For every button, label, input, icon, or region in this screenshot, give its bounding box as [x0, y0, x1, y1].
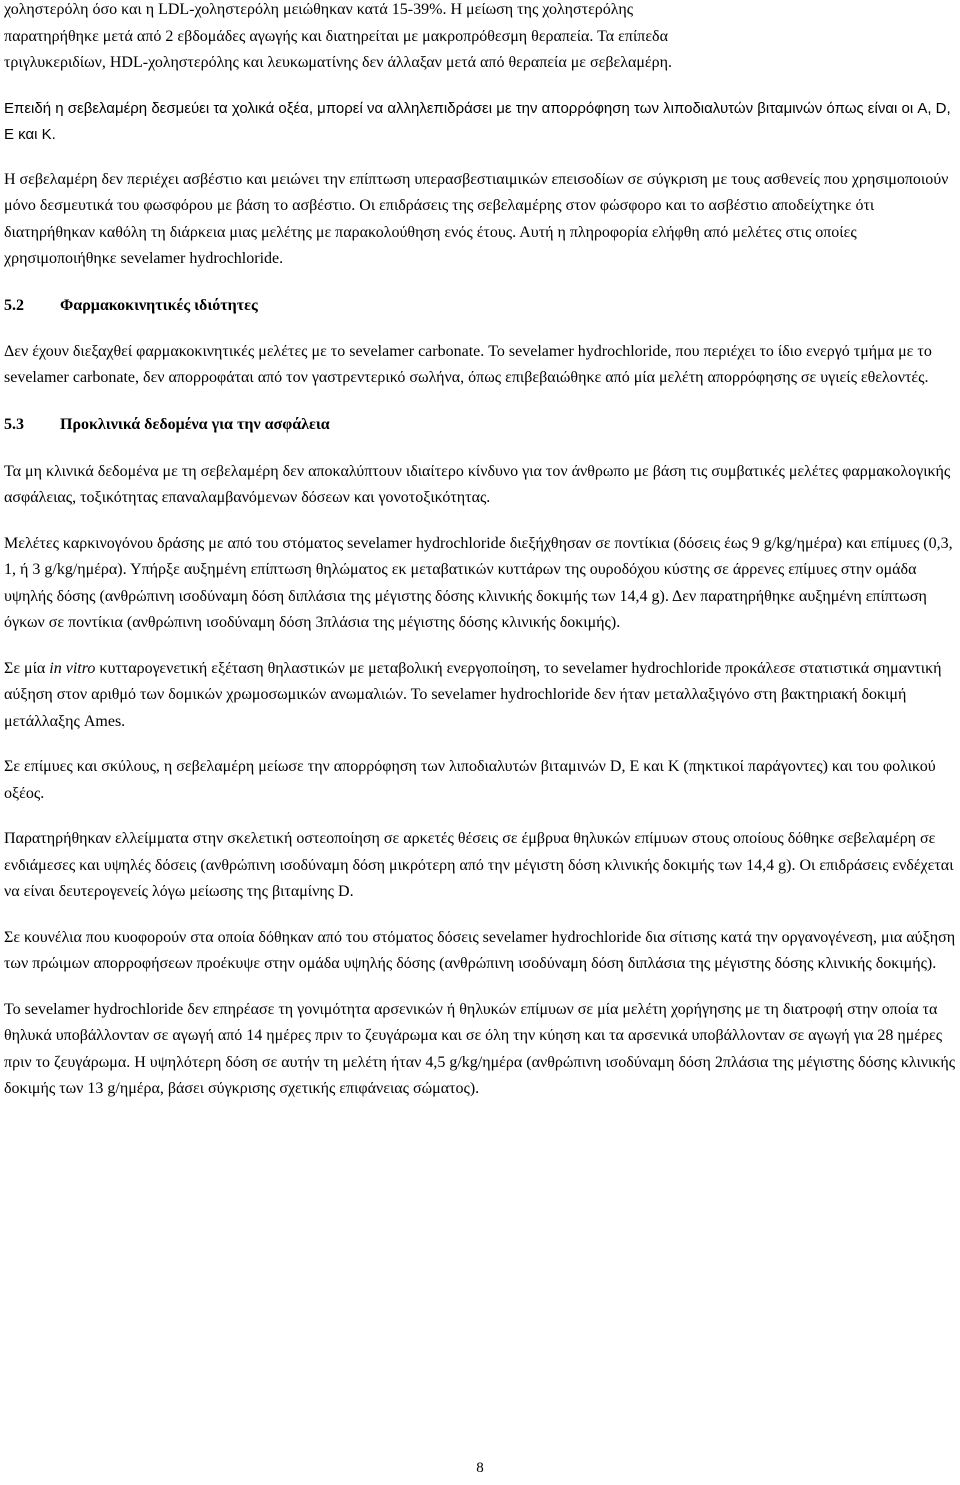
document-page — [4, 0, 956, 1103]
paragraph-line: παρατηρήθηκε μετά από 2 εβδομάδες αγωγής και διατηρείται με μακροπρόθεσμη θεραπεία. Τα επίπεδα — [4, 27, 668, 45]
section-number: 5.2 — [4, 296, 24, 314]
paragraph-continued — [4, 0, 956, 77]
section-number: 5.3 — [4, 415, 24, 433]
paragraph-carcinogenicity: Μελέτες καρκινογόνου δράσης με από του στόματος sevelamer hydrochloride διεξήχθησαν σε ποντίκια (δόσεις έως 9 g/kg/ημέρα) και επίμυες (0,3, 1, ή 3 g/kg/ημέρα). Υπήρξε αυξημένη επίπτωση θηλώματος εκ μεταβατικών κυττάρων της ουροδόχου κύστης σε άρρενες επίμυες στην ομάδα υψηλής δόσης (ανθρώπινη ισοδύναμη δόση διπλάσια της μέγιστης δόσης κλινικής δοκιμής των 14,4 g). Δεν παρατηρήθηκε αυξημένη επίπτωση όγκων σε ποντίκια (ανθρώπινη ισοδύναμη δόση 3πλάσια της μέγιστης δόσης κλινικής δοκιμής). — [4, 534, 953, 631]
paragraph-bile-acids: Επειδή η σεβελαμέρη δεσμεύει τα χολικά οξέα, μπορεί να αλληλεπιδράσει με την απορρόφηση των λιποδιαλυτών βιταμινών όπως είναι οι A, D, E και K. — [4, 99, 951, 143]
section-title: Προκλινικά δεδομένα για την ασφάλεια — [60, 415, 330, 433]
paragraph-vitamins: Σε επίμυες και σκύλους, η σεβελαμέρη μείωσε την απορρόφηση των λιποδιαλυτών βιταμινών D, E και K (πηκτικοί παράγοντες) και του φολικού οξέος. — [4, 758, 936, 802]
paragraph-line: χοληστερόλη όσο και η LDL-χοληστερόλη μειώθηκαν κατά 15-39%. Η μείωση της χοληστερόλης — [4, 1, 634, 18]
paragraph-line: τριγλυκεριδίων, HDL-χοληστερόλης και λευκωματίνης δεν άλλαξαν μετά από θεραπεία με σεβελαμέρη. — [4, 54, 672, 71]
text-run: κυτταρογενετική εξέταση θηλαστικών με μεταβολική ενεργοποίηση, το sevelamer hydrochloride προκάλεσε στατιστικά σημαντική αύξηση στον αριθμό των δομικών χρωμοσωμικών ανωμαλιών. Το sevelamer hydrochloride δεν ήταν μεταλλαξιγόνο στη βακτηριακή δοκιμή μετάλλαξης Ames. — [4, 659, 942, 730]
paragraph-calcium: Η σεβελαμέρη δεν περιέχει ασβέστιο και μειώνει την επίπτωση υπερασβεστιαιμικών επεισοδίων σε σύγκριση με τους ασθενείς που χρησιμοποιούν μόνο δεσμευτικά του φωσφόρου με βάση το ασβέστιο. Οι επιδράσεις της σεβελαμέρης στον φώσφορο και το ασβέστιο αποδείχτηκε ότι διατηρήθηκαν καθόλη τη διάρκεια μιας μελέτης με παρακολούθηση ενός έτους. Αυτή η πληροφορία ελήφθη από μελέτες στις οποίες χρησιμοποιήθηκε sevelamer hydrochloride. — [4, 170, 949, 267]
text-run: Σε μία — [4, 659, 50, 677]
paragraph-in-vitro — [4, 656, 956, 736]
paragraph-ossification: Παρατηρήθηκαν ελλείμματα στην σκελετική οστεοποίηση σε αρκετές θέσεις σε έμβρυα θηλυκών επίμυων στους οποίους δόθηκε σεβελαμέρη σε ενδιάμεσες και υψηλές δόσεις (ανθρώπινη ισοδύναμη δόση μικρότερη από την μέγιστη δόση κλινικής δοκιμής των 14,4 g). Οι επιδράσεις ενδέχεται να είναι δευτερογενείς λόγω μείωσης της βιταμίνης D. — [4, 830, 954, 900]
italic-text: in vitro — [49, 659, 96, 677]
section-title: Φαρμακοκινητικές ιδιότητες — [60, 296, 258, 314]
paragraph-rabbits: Σε κουνέλια που κυοφορούν στα οποία δόθηκαν από του στόματος δόσεις sevelamer hydrochloride δια σίτισης κατά την οργανογένεση, μια αύξηση των πρώιμων απορροφήσεων προέκυψε στην ομάδα υψηλής δόσης (ανθρώπινη ισοδύναμη δόση διπλάσια της μέγιστης δόσης κλινικής δοκιμής). — [4, 928, 956, 972]
paragraph-fertility: Το sevelamer hydrochloride δεν επηρέασε τη γονιμότητα αρσενικών ή θηλυκών επίμυων σε μία μελέτη χορήγησης με τη διατροφή στην οποία τα θηλυκά υποβάλλονταν σε αγωγή από 14 ημέρες πριν το ζευγάρωμα και σε όλη την κύηση και τα αρσενικά υποβάλλονταν σε αγωγή για 28 ημέρες πριν το ζευγάρωμα. Η υψηλότερη δόση σε αυτήν τη μελέτη ήταν 4,5 g/kg/ημέρα (ανθρώπινη ισοδύναμη δόση 2πλάσια της μέγιστης δόσης κλινικής δοκιμής των 13 g/ημέρα, βάσει σύγκρισης σχετικής επιφάνειας σώματος). — [4, 1000, 956, 1097]
section-heading-5-2 — [4, 293, 956, 319]
section-heading-5-3 — [4, 412, 956, 438]
page-number: 8 — [476, 1460, 484, 1476]
paragraph-nonclinical: Τα μη κλινικά δεδομένα με τη σεβελαμέρη δεν αποκαλύπτουν ιδιαίτερο κίνδυνο για τον άνθρωπο με βάση τις συμβατικές μελέτες φαρμακολογικής ασφάλειας, τοξικότητας επαναλαμβανόμενων δόσεων και γονοτοξικότητας. — [4, 462, 951, 506]
paragraph-pharmacokinetics: Δεν έχουν διεξαχθεί φαρμακοκινητικές μελέτες με το sevelamer carbonate. Το sevelamer hydrochloride, που περιέχει το ίδιο ενεργό τμήμα με το sevelamer carbonate, δεν απορροφάται από τον γαστρεντερικό σωλήνα, όπως επιβεβαιώθηκε από μία μελέτη απορρόφησης σε υγιείς εθελοντές. — [4, 342, 932, 386]
